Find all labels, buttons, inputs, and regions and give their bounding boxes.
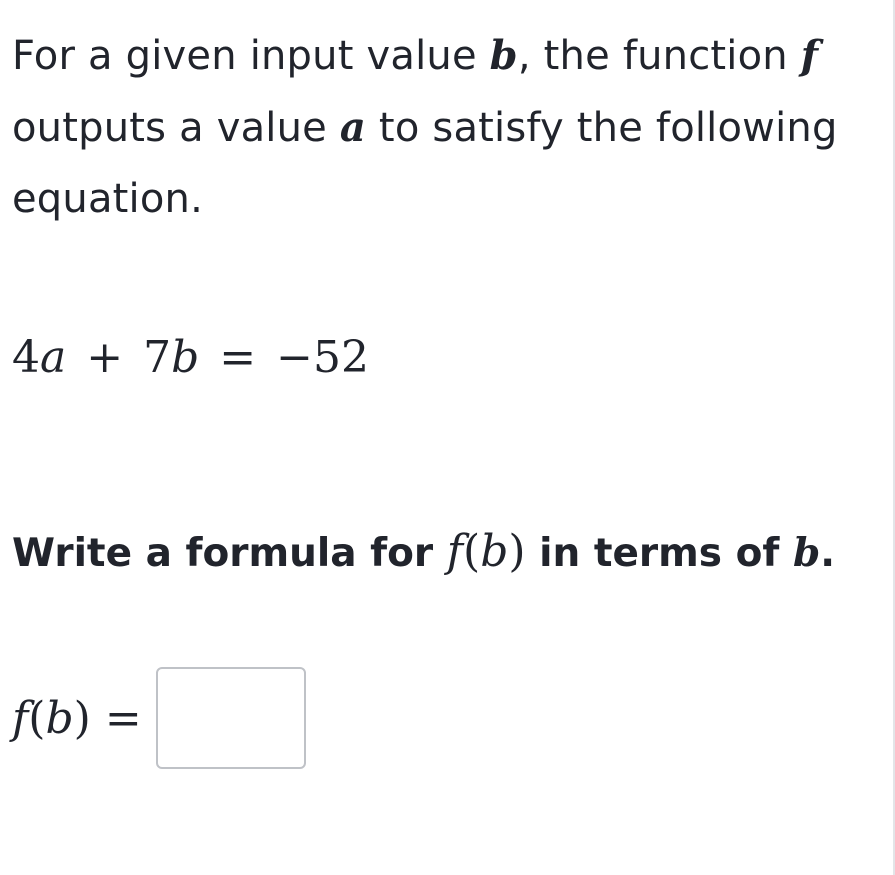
- intro-line-3: equation.: [12, 176, 203, 222]
- equals-sign: =: [104, 692, 142, 744]
- variable-a: a: [40, 332, 67, 383]
- answer-label: [12, 693, 142, 744]
- close-paren: ): [508, 526, 526, 577]
- equation-rhs: −52: [276, 332, 370, 383]
- variable-b: b: [792, 530, 821, 576]
- prompt-text: Write a formula for: [12, 531, 447, 576]
- coefficient-b: 7: [143, 332, 172, 383]
- coefficient-a: 4: [12, 332, 40, 383]
- open-paren: (: [28, 692, 46, 744]
- answer-input[interactable]: [156, 667, 306, 769]
- variable-b: b: [489, 32, 518, 79]
- open-paren: (: [463, 526, 481, 577]
- intro-text: outputs a value: [12, 105, 340, 151]
- function-f: f: [12, 692, 29, 744]
- intro-line-2: [12, 92, 872, 164]
- prompt-function: [447, 526, 526, 577]
- prompt-text: in terms of: [525, 531, 793, 576]
- equals-sign: =: [219, 332, 257, 383]
- prompt-period: .: [820, 531, 836, 576]
- variable-b: b: [45, 692, 74, 744]
- variable-f: f: [800, 32, 819, 79]
- variable-a: a: [339, 104, 367, 151]
- intro-text: to satisfy the following: [366, 105, 838, 151]
- question-prompt: [12, 522, 835, 584]
- variable-b: b: [171, 332, 200, 383]
- plus-sign: +: [86, 332, 124, 383]
- intro-text: , the function: [517, 33, 801, 79]
- intro-text: For a given input value: [12, 33, 490, 79]
- variable-b: b: [480, 526, 509, 577]
- function-f: f: [446, 526, 464, 577]
- intro-line-1: [12, 20, 872, 92]
- problem-intro: [12, 20, 872, 235]
- equation: [12, 328, 369, 388]
- close-paren: ): [73, 692, 91, 744]
- answer-row: [12, 663, 306, 773]
